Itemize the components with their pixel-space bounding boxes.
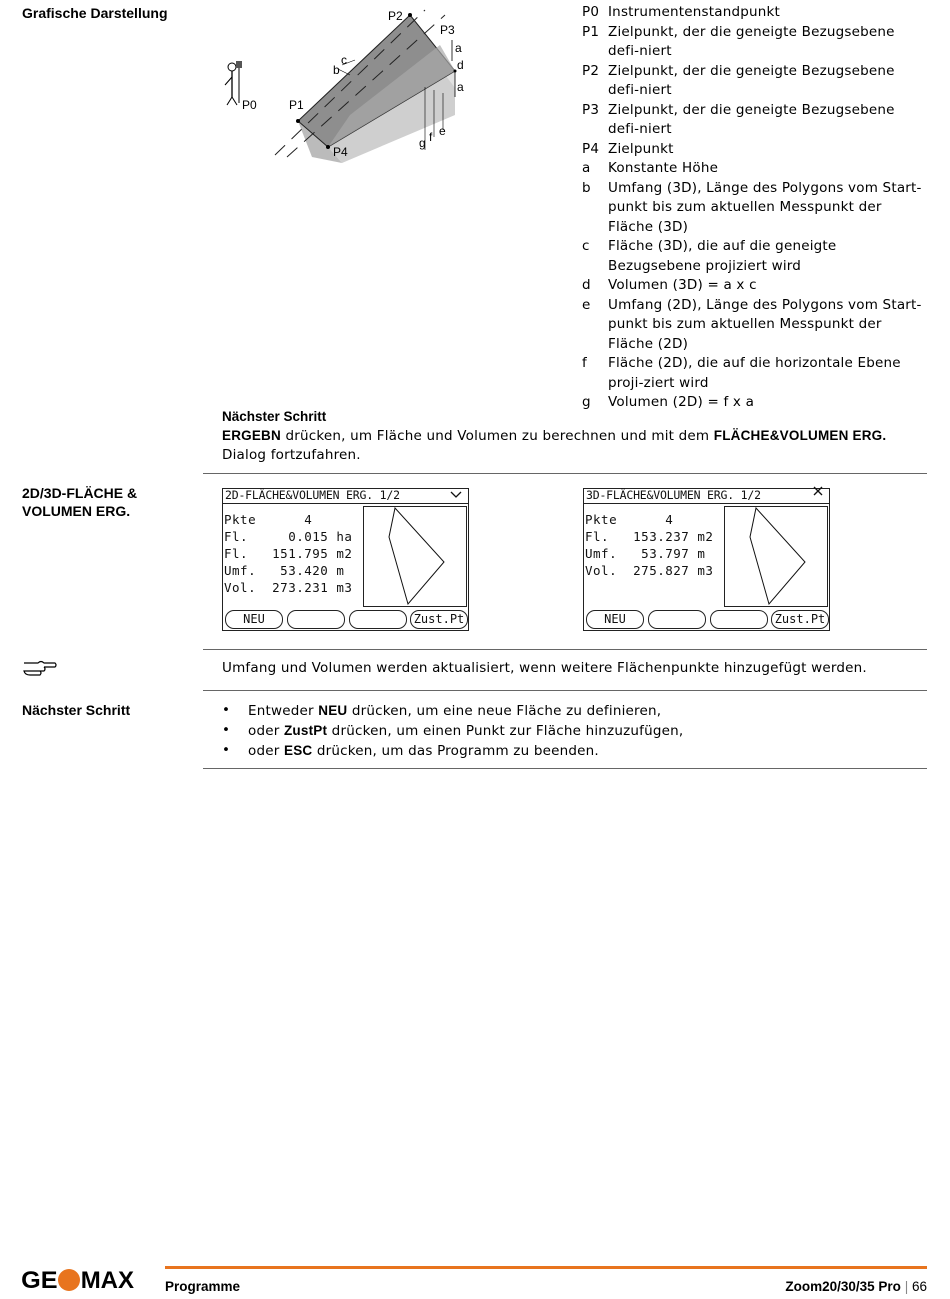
legend-item (582, 101, 927, 140)
label-p0: P0 (242, 98, 257, 112)
screen-3d-line: Fl. 153.237 m2 (585, 529, 714, 544)
legend-key: g (582, 394, 591, 410)
bullet-dot: • (222, 742, 231, 758)
screen-3d-results (583, 488, 830, 631)
label-a-lower: a (457, 80, 464, 94)
dialog-name: FLÄCHE&VOLUMEN ERG. (713, 428, 887, 443)
footer-product: Zoom20/30/35 Pro (785, 1279, 901, 1294)
legend-description: Umfang (3D), Länge des Polygons vom Start-punkt bis zum aktuellen Messpunkt der Fläche (3D) (608, 179, 922, 235)
softkey-zustpt[interactable]: Zust.Pt (771, 610, 829, 629)
legend-description: Zielpunkt, der die geneigte Bezugsebene defi-niert (608, 62, 895, 98)
divider (203, 473, 927, 474)
bullet-dot: • (222, 722, 231, 738)
next-step-text-2: Dialog fortzufahren. (222, 447, 361, 463)
screen-2d-results (222, 488, 469, 631)
softkey-empty[interactable] (349, 610, 407, 629)
legend-description: Volumen (2D) = f x a (608, 394, 755, 410)
logo-globe-icon (58, 1269, 80, 1291)
footer-accent-line (165, 1266, 927, 1269)
screen-2d-line: Fl. 0.015 ha (224, 529, 353, 544)
legend-item (582, 62, 927, 101)
screen-3d-softkeys (584, 610, 829, 630)
legend-item (582, 23, 927, 62)
screen-2d-line: Umf. 53.420 m (224, 563, 345, 578)
next-step-heading: Nächster Schritt (222, 409, 327, 424)
screen-2d-line: Pkte 4 (224, 512, 313, 527)
screen-3d-title-text: 3D-FLÄCHE&VOLUMEN ERG. 1/2 (586, 488, 761, 502)
screen-2d-line: Vol. 273.231 m3 (224, 580, 353, 595)
legend-key: P3 (582, 101, 600, 118)
bullet-item (222, 721, 922, 741)
bullet-item (222, 741, 922, 761)
screen-3d-area-graphic (724, 506, 828, 607)
legend-key: d (582, 277, 591, 293)
bullet-text: oder ZustPt drücken, um einen Punkt zur Fläche hinzuzufügen, (248, 723, 684, 739)
next-step-block (222, 408, 927, 465)
legend-description: Fläche (3D), die auf die geneigte Bezugsebene projiziert wird (608, 238, 837, 274)
legend-key: P2 (582, 62, 600, 79)
legend-item (582, 296, 927, 355)
instrument-icon (225, 61, 242, 105)
note-text: Umfang und Volumen werden aktualisiert, wenn weitere Flächenpunkte hinzugefügt werden. (222, 660, 867, 676)
label-c: c (341, 53, 347, 67)
legend-description: Umfang (2D), Länge des Polygons vom Start-punkt bis zum aktuellen Messpunkt der Fläche (2D) (608, 296, 922, 352)
label-a-upper: a (455, 41, 462, 55)
footer-right: Zoom20/30/35 Pro | 66 (785, 1279, 927, 1294)
legend-item (582, 140, 927, 160)
screen-2d-line: Fl. 151.795 m2 (224, 546, 353, 561)
label-e: e (439, 124, 446, 138)
screen-2d-title-text: 2D-FLÄCHE&VOLUMEN ERG. 1/2 (225, 488, 400, 502)
legend-description: Zielpunkt, der die geneigte Bezugsebene defi-niert (608, 23, 895, 59)
key-zustpt: ZustPt (283, 723, 328, 738)
label-d: d (457, 58, 464, 72)
legend-description: Konstante Höhe (608, 160, 719, 176)
footer-section: Programme (165, 1279, 241, 1294)
chevron-down-icon[interactable] (450, 487, 462, 503)
bullet-item (222, 701, 922, 721)
legend-key: P4 (582, 140, 600, 157)
screen-3d-line: Vol. 275.827 m3 (585, 563, 714, 578)
next-step-text (222, 426, 927, 465)
label-p2: P2 (388, 9, 403, 23)
bullet-dot: • (222, 702, 231, 718)
divider (203, 690, 927, 691)
softkey-neu[interactable]: NEU (225, 610, 283, 629)
softkey-empty[interactable] (287, 610, 345, 629)
screen-2d-title (223, 487, 468, 504)
legend-key: a (582, 160, 591, 176)
section-heading-grafische: Grafische Darstellung (22, 5, 168, 21)
next-step-bullets (222, 701, 922, 761)
label-p3: P3 (440, 23, 455, 37)
pointing-hand-icon (22, 657, 58, 681)
screen-3d-line: Umf. 53.797 m (585, 546, 706, 561)
close-icon[interactable] (813, 484, 823, 500)
next-step-text-1: drücken, um Fläche und Volumen zu berechnen und mit dem (280, 428, 714, 444)
footer-page-number: 66 (911, 1279, 927, 1294)
divider (203, 768, 927, 769)
legend-item (582, 179, 927, 238)
screen-3d-line: Pkte 4 (585, 512, 674, 527)
legend-description: Fläche (2D), die auf die horizontale Ebene proji-ziert wird (608, 355, 901, 391)
label-p1: P1 (289, 98, 304, 112)
key-neu: NEU (318, 703, 348, 718)
screen-3d-title (584, 487, 829, 504)
legend-key: P0 (582, 4, 600, 20)
softkey-empty[interactable] (648, 610, 706, 629)
legend-key: P1 (582, 23, 600, 40)
legend-description: Zielpunkt (608, 140, 674, 157)
legend-item (582, 3, 927, 23)
softkey-neu[interactable]: NEU (586, 610, 644, 629)
label-b: b (333, 63, 340, 77)
key-esc: ESC (283, 743, 313, 758)
legend-description: Instrumentenstandpunkt (608, 4, 781, 20)
section-heading-ergebnis: 2D/3D-FLÄCHE & VOLUMEN ERG. (22, 485, 138, 519)
legend-description: Volumen (3D) = a x c (608, 277, 757, 293)
legend-item (582, 159, 927, 179)
key-ergebn: ERGEBN (222, 428, 281, 443)
legend-item (582, 276, 927, 296)
screen-2d-softkeys (223, 610, 468, 630)
legend-item (582, 237, 927, 276)
legend-item (582, 354, 927, 393)
softkey-zustpt[interactable]: Zust.Pt (410, 610, 468, 629)
softkey-empty[interactable] (710, 610, 768, 629)
divider (203, 649, 927, 650)
legend-key: f (582, 355, 587, 371)
geomax-logo: GE MAX (21, 1267, 135, 1294)
legend-description: Zielpunkt, der die geneigte Bezugsebene defi-niert (608, 101, 895, 137)
label-g: g (419, 136, 426, 150)
label-p4: P4 (333, 145, 348, 159)
legend-key: e (582, 296, 591, 313)
bullet-text: oder ESC drücken, um das Programm zu beenden. (248, 743, 599, 759)
legend-key: c (582, 238, 590, 254)
section-heading-naechster: Nächster Schritt (22, 702, 131, 718)
label-f: f (429, 130, 433, 144)
legend-key: b (582, 179, 591, 196)
screen-2d-area-graphic (363, 506, 467, 607)
diagram-legend (582, 3, 927, 413)
bullet-text: Entweder NEU drücken, um eine neue Fläche zu definieren, (248, 703, 662, 719)
